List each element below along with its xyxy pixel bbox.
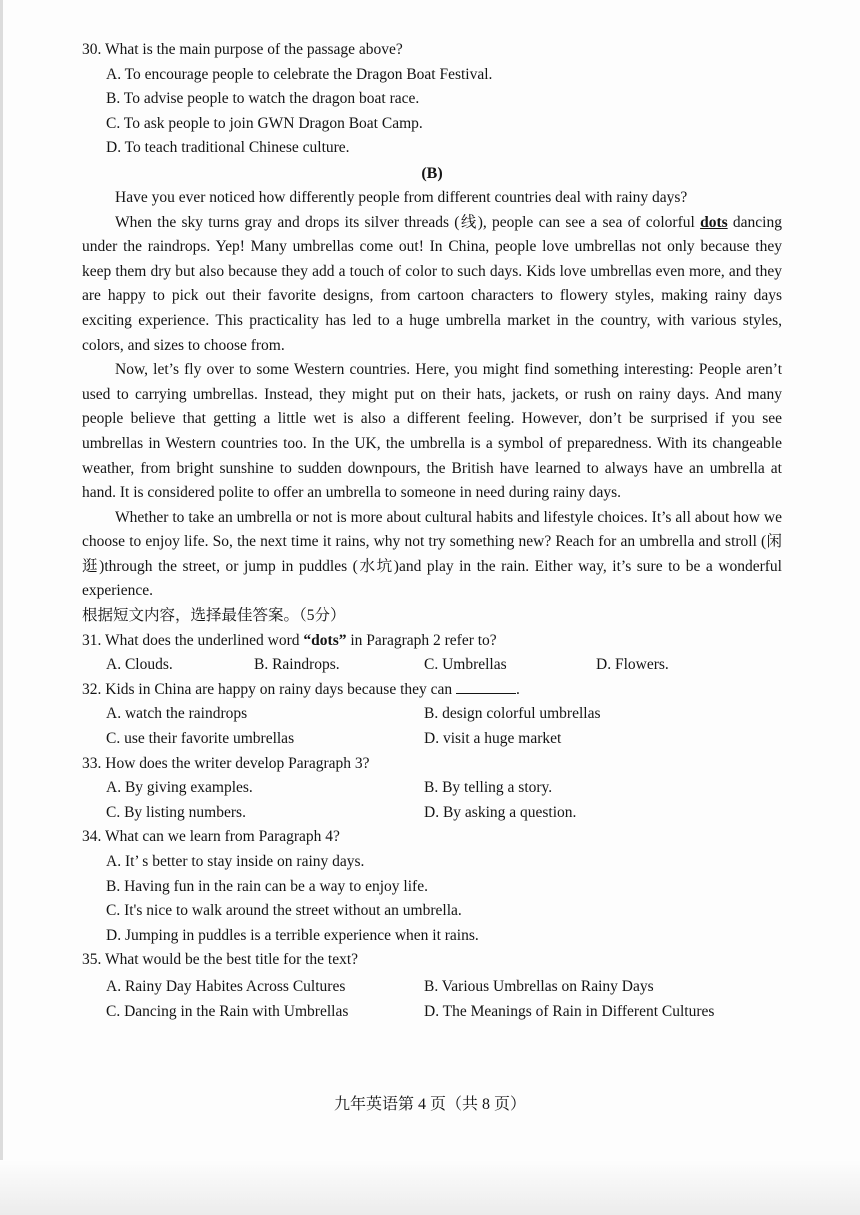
q33-option-d: D. By asking a question.	[424, 803, 577, 821]
q33-stem: 33. How does the writer develop Paragraph 3?	[82, 754, 370, 772]
q30-option-c: C. To ask people to join GWN Dragon Boat Camp.	[106, 114, 423, 132]
paragraph-2-part-2: dancing under the raindrops. Yep! Many umbrellas come out! In China, people love umbrellas not only because they keep them dry but also because they add a touch of color to such days. Kids love umbrellas even more, and they are happy to pick out their favorite designs, from cartoon characters to flowery styles, making rainy days exciting experience. This practicality has led to a huge umbrella market in the country, with various styles, colors, and sizes to choose from.	[82, 213, 782, 354]
passage-paragraph-2	[82, 211, 782, 359]
q31-stem-end: in Paragraph 2 refer to?	[346, 631, 497, 649]
instruction-text: 根据短文内容，选择最佳答案。（5分）	[82, 607, 346, 625]
q35-option-c: C. Dancing in the Rain with Umbrellas	[106, 1002, 349, 1020]
q31-options	[82, 653, 782, 678]
q31-stem	[82, 629, 782, 654]
q32-stem	[82, 678, 782, 703]
q30-stem: 30. What is the main purpose of the passage above?	[82, 41, 403, 58]
q32-options-row-1	[82, 702, 782, 727]
q30-option-a: A. To encourage people to celebrate the Dragon Boat Festival.	[106, 65, 493, 83]
q35-options-row-2	[82, 1000, 782, 1025]
q31-option-a: A. Clouds.	[106, 656, 173, 674]
passage-paragraph-1: Have you ever noticed how differently people from different countries deal with rainy days?	[115, 188, 688, 206]
q32-stem-end: .	[516, 680, 520, 698]
q32-stem-text: 32. Kids in China are happy on rainy days because they can	[82, 680, 453, 698]
page-edge	[0, 0, 3, 1215]
q35-option-a: A. Rainy Day Habites Across Cultures	[106, 977, 346, 995]
q30-option-d: D. To teach traditional Chinese culture.	[106, 139, 350, 157]
q35-option-b: B. Various Umbrellas on Rainy Days	[424, 977, 654, 995]
q32-option-b: B. design colorful umbrellas	[424, 705, 601, 723]
q34-stem: 34. What can we learn from Paragraph 4?	[82, 828, 340, 846]
q31-stem-start: 31. What does the underlined word	[82, 631, 304, 649]
q32-option-a: A. watch the raindrops	[106, 705, 248, 723]
q34-option-b: B. Having fun in the rain can be a way to enjoy life.	[106, 877, 428, 895]
q32-option-d: D. visit a huge market	[424, 730, 562, 748]
answer-blank	[456, 681, 516, 694]
q32-option-c: C. use their favorite umbrellas	[106, 730, 295, 748]
q33-option-b: B. By telling a story.	[424, 779, 553, 797]
page-footer: 九年英语第 4 页（共 8 页）	[333, 1096, 526, 1113]
q31-stem-word: “dots”	[303, 631, 347, 649]
paragraph-2-part-1: When the sky turns gray and drops its silver threads (线), people can see a sea of colorful	[115, 213, 701, 231]
q35-option-d: D. The Meanings of Rain in Different Cultures	[424, 1002, 715, 1020]
q35-stem: 35. What would be the best title for the text?	[82, 951, 359, 969]
scan-shadow	[0, 1160, 860, 1215]
q33-options-row-2	[82, 801, 782, 826]
q31-option-c: C. Umbrellas	[424, 656, 507, 674]
q33-option-a: A. By giving examples.	[106, 779, 253, 797]
q30-option-b: B. To advise people to watch the dragon boat race.	[106, 90, 420, 108]
q31-option-b: B. Raindrops.	[254, 656, 340, 674]
q34-option-a: A. It’ s better to stay inside on rainy days.	[106, 853, 365, 870]
section-b-title: (B)	[421, 164, 443, 182]
q33-option-c: C. By listing numbers.	[106, 803, 246, 821]
passage-paragraph-3: Now, let’s fly over to some Western countries. Here, you might find something interesting: People aren’t used to carrying umbrellas. Instead, they might put on their hats, jackets, or rush on rainy days. And many people believe that getting a little wet is also a different feeling. However, don’t be surprised if you see umbrellas in Western countries too. In the UK, the umbrella is a symbol of preparedness. With its changeable weather, from bright sunshine to sudden downpours, the British have learned to always have an umbrella at hand. It is considered polite to offer an umbrella to someone in need during rainy days.	[82, 361, 782, 502]
q35-options-row-1	[82, 975, 782, 1000]
q34-option-d: D. Jumping in puddles is a terrible experience when it rains.	[106, 926, 479, 944]
q31-option-d: D. Flowers.	[596, 656, 669, 674]
q32-options-row-2	[82, 727, 782, 752]
underlined-word-dots: dots	[700, 213, 728, 231]
page-content	[82, 38, 782, 1024]
passage-paragraph-4: Whether to take an umbrella or not is more about cultural habits and lifestyle choices. It’s all about how we choose to enjoy life. So, the next time it rains, why not try something new? Reach for an umbrella and stroll (闲逛)through the street, or jump in puddles (水坑)and play in the rain. Either way, it’s sure to be a wonderful experience.	[82, 508, 782, 600]
q34-option-c: C. It's nice to walk around the street without an umbrella.	[106, 902, 462, 920]
q33-options-row-1	[82, 776, 782, 801]
